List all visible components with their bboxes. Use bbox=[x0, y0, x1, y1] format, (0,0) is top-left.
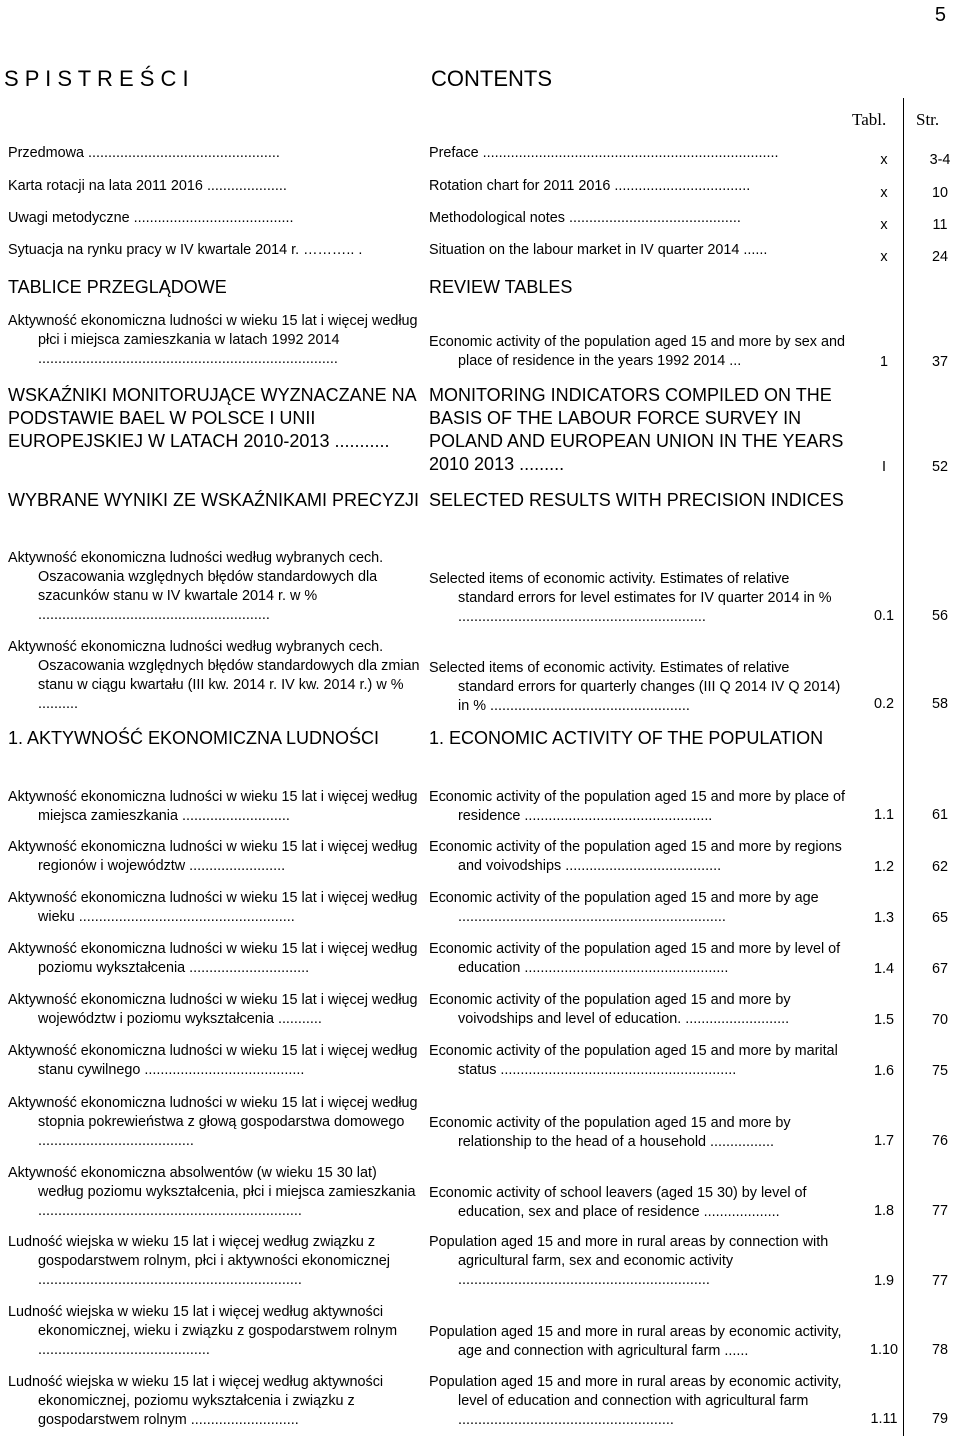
toc-entry-polish: TABLICE PRZEGLĄDOWE bbox=[8, 277, 227, 297]
page-reference: 70 bbox=[931, 1012, 948, 1028]
page-reference: 37 bbox=[931, 354, 948, 370]
table-number: x bbox=[880, 185, 888, 201]
toc-entry-english: Economic activity of the population aged 15 and more by age ................................................................... bbox=[429, 890, 819, 925]
toc-entry-polish: 1. AKTYWNOŚĆ EKONOMICZNA LUDNOŚCI bbox=[8, 728, 380, 748]
page-reference: 77 bbox=[931, 1273, 948, 1289]
toc-entry-english: Selected items of economic activity. Estimates of relative standard errors for level estimates for IV quarter 2014 in % .............................................................. bbox=[429, 571, 832, 625]
table-number: x bbox=[880, 217, 888, 233]
table-number: 1.8 bbox=[873, 1203, 894, 1219]
toc-entry-polish: WYBRANE WYNIKI ZE WSKAŹNIKAMI PRECYZJI bbox=[8, 490, 420, 510]
toc-entry-polish: Uwagi metodyczne ........................................ bbox=[8, 210, 294, 226]
toc-entry-english: Population aged 15 and more in rural areas by economic activity, level of education and connection with agricultural farm ...................................................... bbox=[429, 1374, 842, 1428]
page-reference: 24 bbox=[931, 249, 948, 265]
toc-entry-english: Population aged 15 and more in rural areas by connection with agricultural farm, sex and economic activity ............................................................... bbox=[429, 1234, 829, 1288]
toc-entry-english: Preface .......................................................................... bbox=[429, 145, 779, 161]
page-reference: 79 bbox=[931, 1411, 948, 1427]
column-header-tabl: Tabl. bbox=[852, 110, 887, 129]
table-number: 1 bbox=[879, 354, 888, 370]
table-number: x bbox=[880, 152, 888, 168]
toc-entry-polish: Aktywność ekonomiczna ludności w wieku 15 lat i więcej według stanu cywilnego ........................................ bbox=[8, 1043, 418, 1078]
toc-entry-english: Rotation chart for 2011 2016 .................................. bbox=[429, 178, 751, 194]
toc-entry-polish: Aktywność ekonomiczna ludności w wieku 15 lat i więcej według województw i poziomu wykształcenia ........... bbox=[8, 992, 418, 1027]
toc-entry-polish: Aktywność ekonomiczna ludności w wieku 15 lat i więcej według miejsca zamieszkania ........................... bbox=[8, 789, 418, 824]
page-reference: 11 bbox=[932, 217, 948, 233]
toc-entry-polish: Aktywność ekonomiczna ludności według wybranych cech. Oszacowania względnych błędów standardowych dla zmian stanu w ciągu kwartału (III kw. 2014 r. IV kw. 2014 r.) w % .......... bbox=[8, 639, 420, 712]
page-reference: 3-4 bbox=[929, 152, 951, 168]
page-reference: 77 bbox=[931, 1203, 948, 1219]
toc-entry-english: Economic activity of the population aged 15 and more by relationship to the head of a household ................ bbox=[429, 1115, 791, 1150]
table-number: 1.1 bbox=[873, 807, 894, 823]
toc-entry-english: REVIEW TABLES bbox=[429, 277, 573, 297]
page-reference: 10 bbox=[931, 185, 948, 201]
toc-entry-english: Economic activity of the population aged 15 and more by voivodships and level of education. .......................... bbox=[429, 992, 791, 1027]
toc-entry-polish: Przedmowa ................................................ bbox=[8, 145, 280, 161]
page-reference: 78 bbox=[931, 1342, 948, 1358]
table-number: I bbox=[882, 459, 886, 475]
table-number: 1.9 bbox=[873, 1273, 894, 1289]
table-number: 1.5 bbox=[873, 1012, 894, 1028]
page-reference: 56 bbox=[931, 608, 948, 624]
toc-entry-english: Economic activity of the population aged 15 and more by regions and voivodships ....................................... bbox=[429, 839, 842, 874]
table-number: x bbox=[880, 249, 888, 265]
toc-entry-polish: Aktywność ekonomiczna ludności w wieku 15 lat i więcej według stopnia pokrewieństwa z głową gospodarstwa domowego ....................................... bbox=[8, 1095, 418, 1149]
toc-entry-english: 1. ECONOMIC ACTIVITY OF THE POPULATION bbox=[429, 728, 824, 748]
column-header-str: Str. bbox=[916, 110, 940, 129]
toc-entry-english: Economic activity of school leavers (aged 15 30) by level of education, sex and place of residence ................... bbox=[429, 1185, 807, 1220]
table-number: 1.11 bbox=[870, 1411, 898, 1427]
toc-entry-english: Methodological notes ........................................... bbox=[429, 210, 741, 226]
toc-entry-english: Economic activity of the population aged 15 and more by level of education ................................................... bbox=[429, 941, 841, 976]
toc-entry-polish: Aktywność ekonomiczna ludności w wieku 15 lat i więcej według wieku ...................................................... bbox=[8, 890, 418, 925]
table-number: 1.4 bbox=[873, 961, 894, 977]
toc-entry-polish: Aktywność ekonomiczna absolwentów (w wieku 15 30 lat) według poziomu wykształcenia, płci i miejsca zamieszkania .................................................................. bbox=[8, 1165, 416, 1219]
page-reference: 58 bbox=[931, 696, 948, 712]
table-number: 1.6 bbox=[873, 1063, 894, 1079]
heading-english: CONTENTS bbox=[431, 66, 552, 91]
toc-entry-english: MONITORING INDICATORS COMPILED ON THE BASIS OF THE LABOUR FORCE SURVEY IN POLAND AND EUROPEAN UNION IN THE YEARS 2010 2013 ......... bbox=[429, 385, 844, 474]
toc-entry-english: Selected items of economic activity. Estimates of relative standard errors for quarterly changes (III Q 2014 IV Q 2014) in % .................................................. bbox=[429, 660, 841, 714]
table-number: 0.1 bbox=[873, 608, 894, 624]
page-reference: 76 bbox=[931, 1133, 948, 1149]
column-divider bbox=[903, 98, 904, 1436]
page-reference: 75 bbox=[931, 1063, 948, 1079]
toc-entry-polish: WSKAŹNIKI MONITORUJĄCE WYZNACZANE NA PODSTAWIE BAEL W POLSCE I UNII EUROPEJSKIEJ W LATACH 2010-2013 ........... bbox=[8, 385, 416, 451]
table-number: 1.2 bbox=[873, 859, 894, 875]
toc-entry-polish: Aktywność ekonomiczna ludności według wybranych cech. Oszacowania względnych błędów standardowych dla szacunków stanu w IV kwartale 2014 r. w % .......................................................... bbox=[8, 550, 384, 623]
toc-entry-polish: Ludność wiejska w wieku 15 lat i więcej według związku z gospodarstwem rolnym, płci i aktywności ekonomicznej .................................................................. bbox=[8, 1234, 390, 1288]
page-reference: 65 bbox=[931, 910, 948, 926]
toc-entry-english: Situation on the labour market in IV quarter 2014 ...... bbox=[429, 242, 768, 258]
page-reference: 67 bbox=[931, 961, 948, 977]
toc-entry-polish: Karta rotacji na lata 2011 2016 .................... bbox=[8, 178, 287, 194]
page-number: 5 bbox=[934, 4, 946, 26]
toc-entry-english: Economic activity of the population aged 15 and more by sex and place of residence in the years 1992 2014 ... bbox=[429, 334, 845, 369]
toc-entry-polish: Aktywność ekonomiczna ludności w wieku 15 lat i więcej według płci i miejsca zamieszkania w latach 1992 2014 ........................................................................... bbox=[8, 313, 418, 367]
toc-entry-polish: Ludność wiejska w wieku 15 lat i więcej według aktywności ekonomicznej, wieku i związku z gospodarstwem rolnym ........................................... bbox=[8, 1304, 398, 1358]
heading-polish: S P I S T R E Ś C I bbox=[4, 66, 189, 91]
page-reference: 61 bbox=[931, 807, 948, 823]
toc-entry-polish: Ludność wiejska w wieku 15 lat i więcej według aktywności ekonomicznej, poziomu wykształcenia i związku z gospodarstwem rolnym ........................... bbox=[8, 1374, 384, 1428]
toc-entry-polish: Sytuacja na rynku pracy w IV kwartale 2014 r. ……….. . bbox=[8, 242, 363, 258]
toc-entry-polish: Aktywność ekonomiczna ludności w wieku 15 lat i więcej według poziomu wykształcenia .............................. bbox=[8, 941, 418, 976]
toc-entry-english: SELECTED RESULTS WITH PRECISION INDICES bbox=[429, 490, 844, 510]
table-number: 1.7 bbox=[873, 1133, 894, 1149]
toc-entry-english: Population aged 15 and more in rural areas by economic activity, age and connection with agricultural farm ...... bbox=[429, 1324, 842, 1359]
page-reference: 52 bbox=[931, 459, 948, 475]
table-number: 1.10 bbox=[869, 1342, 898, 1358]
toc-entry-polish: Aktywność ekonomiczna ludności w wieku 15 lat i więcej według regionów i województw ........................ bbox=[8, 839, 418, 874]
toc-entry-english: Economic activity of the population aged 15 and more by marital status ........................................................... bbox=[429, 1043, 838, 1078]
table-number: 0.2 bbox=[873, 696, 894, 712]
page-reference: 62 bbox=[931, 859, 948, 875]
table-number: 1.3 bbox=[873, 910, 894, 926]
toc-entry-english: Economic activity of the population aged 15 and more by place of residence ............................................... bbox=[429, 789, 845, 824]
